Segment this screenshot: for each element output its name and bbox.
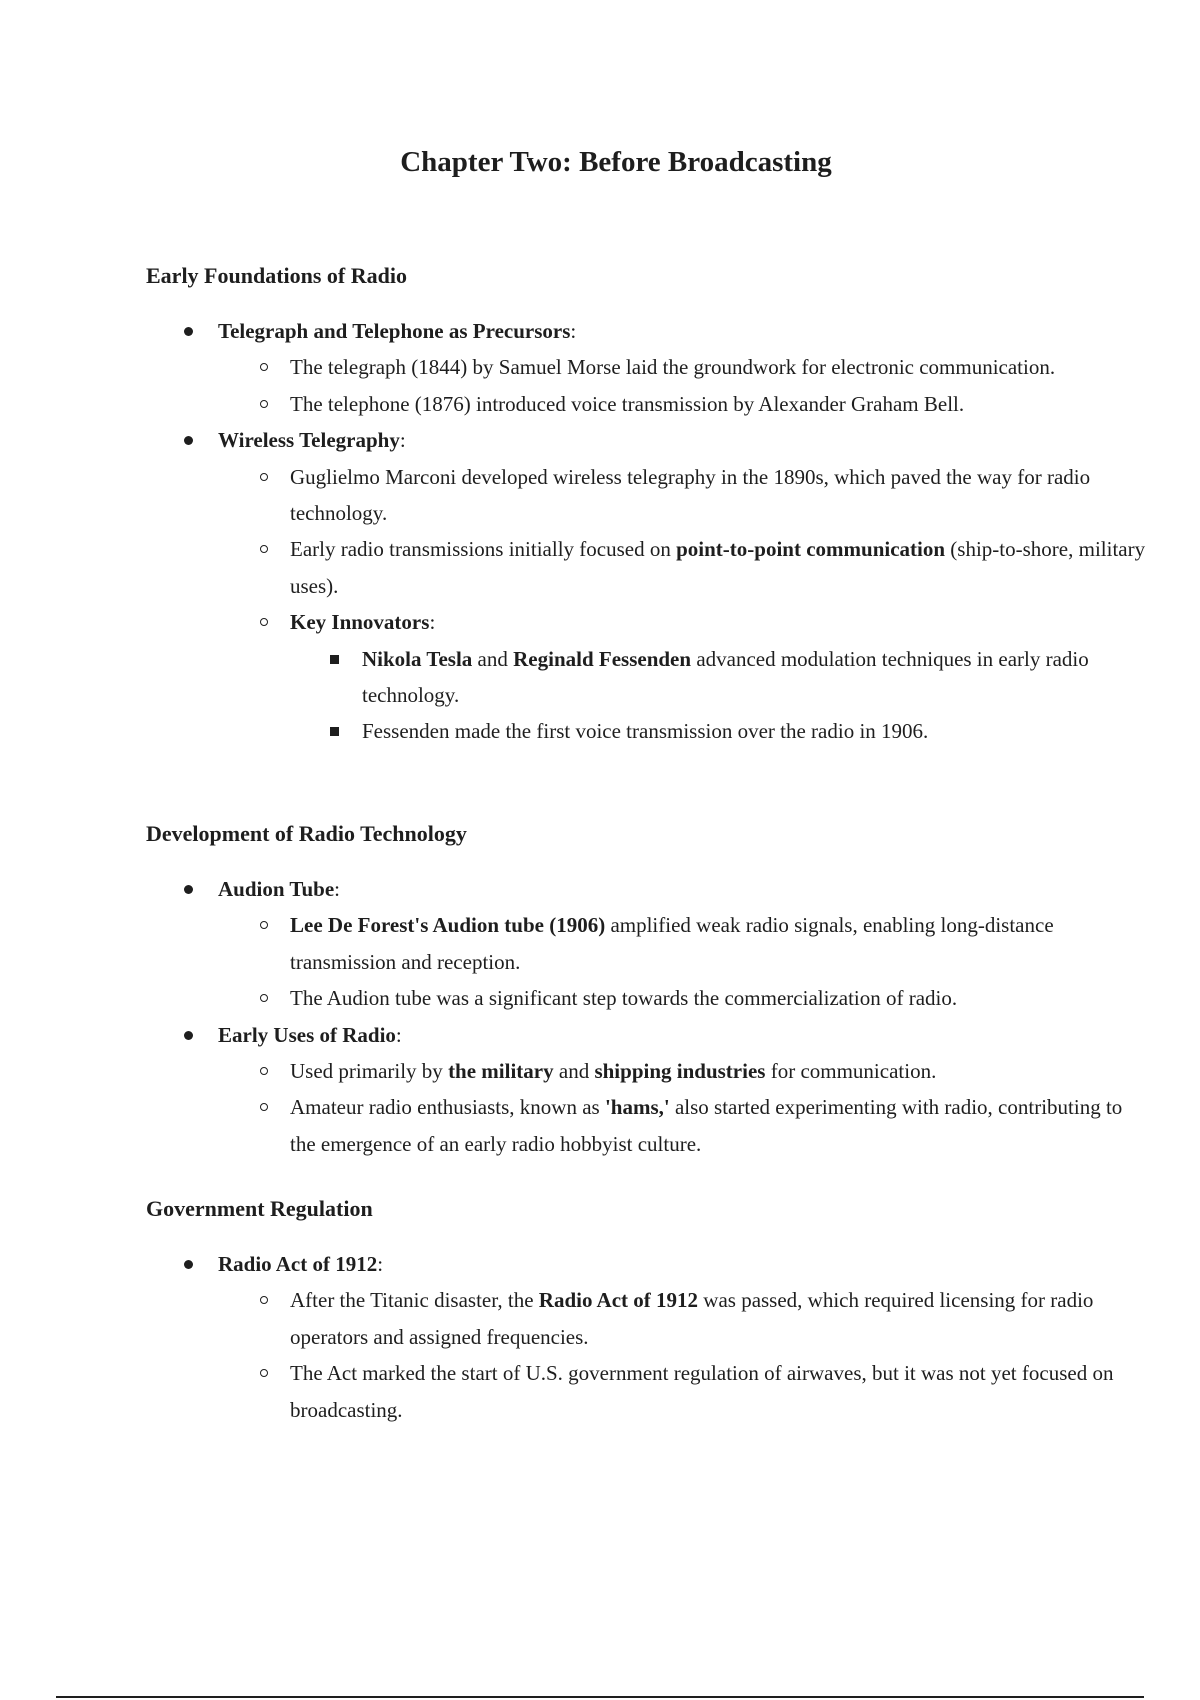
item-label: Telegraph and Telephone as Precursors: [218, 319, 571, 343]
sub-list-item: The Act marked the start of U.S. government regulation of airwaves, but it was not yet focused on broadcasting.: [218, 1355, 1146, 1428]
page-title: Chapter Two: Before Broadcasting: [400, 146, 832, 178]
sub-sub-list-item: Nikola Tesla and Reginald Fessenden advanced modulation techniques in early radio technology.: [290, 641, 1146, 714]
list-item: Wireless Telegraphy: Guglielmo Marconi developed wireless telegraphy in the 1890s, which paved the way for radio technology. Early radio transmissions initially focused on point-to-point communication (ship-to-shore, military uses). Key Innovators: Nikola Tesla and Reginald Fessenden advanced modulation techniques in early radio technology. Fessenden made the first voice transmission over the radio in 1906.: [146, 422, 1146, 750]
sub-list-item: Key Innovators: Nikola Tesla and Reginald Fessenden advanced modulation techniques in early radio technology. Fessenden made the first voice transmission over the radio in 1906.: [218, 604, 1146, 750]
sub-list-item: After the Titanic disaster, the Radio Act of 1912 was passed, which required licensing for radio operators and assigned frequencies.: [218, 1282, 1146, 1355]
list-item: Radio Act of 1912: After the Titanic disaster, the Radio Act of 1912 was passed, which required licensing for radio operators and assigned frequencies. The Act marked the start of U.S. government regulation of airwaves, but it was not yet focused on broadcasting.: [146, 1246, 1146, 1428]
sub-list-item: Guglielmo Marconi developed wireless telegraphy in the 1890s, which paved the way for radio technology.: [218, 459, 1146, 532]
item-label: Key Innovators: [290, 610, 430, 635]
item-label: Audion Tube: [218, 877, 335, 901]
sub-list-item: Amateur radio enthusiasts, known as 'hams,' also started experimenting with radio, contributing to the emergence of an early radio hobbyist culture.: [218, 1089, 1146, 1162]
section-heading: Early Foundations of Radio: [146, 263, 407, 288]
list-item: Audion Tube: Lee De Forest's Audion tube (1906) amplified weak radio signals, enabling long-distance transmission and reception. The Audion tube was a significant step towards the commercialization of radio.: [146, 871, 1146, 1017]
sub-list-item: Lee De Forest's Audion tube (1906) amplified weak radio signals, enabling long-distance transmission and reception.: [218, 907, 1146, 980]
list-item: Telegraph and Telephone as Precursors: The telegraph (1844) by Samuel Morse laid the groundwork for electronic communication. The telephone (1876) introduced voice transmission by Alexander Graham Bell.: [146, 313, 1146, 422]
sub-sub-list-item: Fessenden made the first voice transmission over the radio in 1906.: [290, 713, 1146, 749]
sub-list: [218, 1282, 1146, 1428]
sub-list-item: The telegraph (1844) by Samuel Morse laid the groundwork for electronic communication.: [218, 349, 1146, 385]
sub-sub-list: [290, 641, 1146, 750]
item-label: Wireless Telegraphy: [218, 428, 400, 453]
section-government-regulation: [146, 1194, 1146, 1428]
sub-list-item: The telephone (1876) introduced voice transmission by Alexander Graham Bell.: [218, 386, 1146, 422]
bullet-list: [146, 313, 1146, 750]
item-label: Radio Act of 1912: [218, 1252, 378, 1276]
page-bottom-rule: [56, 1696, 1144, 1698]
section-heading: Government Regulation: [146, 1196, 373, 1221]
sub-list-item: The Audion tube was a significant step towards the commercialization of radio.: [218, 980, 1146, 1016]
section-heading: Development of Radio Technology: [146, 821, 467, 846]
list-item: Early Uses of Radio: Used primarily by the military and shipping industries for communication. Amateur radio enthusiasts, known as 'hams,' also started experimenting with radio, contributing to the emergence of an early radio hobbyist culture.: [146, 1017, 1146, 1163]
bullet-list: [146, 1246, 1146, 1428]
bullet-list: [146, 871, 1146, 1162]
sub-list: [218, 459, 1146, 750]
sub-list-item: Early radio transmissions initially focused on point-to-point communication (ship-to-shore, military uses).: [218, 531, 1146, 604]
sub-list: [218, 907, 1146, 1016]
section-early-foundations: [146, 261, 1146, 750]
section-development: [146, 819, 1146, 1162]
sub-list-item: Used primarily by the military and shipping industries for communication.: [218, 1053, 1146, 1089]
sub-list: [218, 349, 1146, 422]
item-label: Early Uses of Radio: [218, 1022, 396, 1047]
sub-list: [218, 1053, 1146, 1162]
